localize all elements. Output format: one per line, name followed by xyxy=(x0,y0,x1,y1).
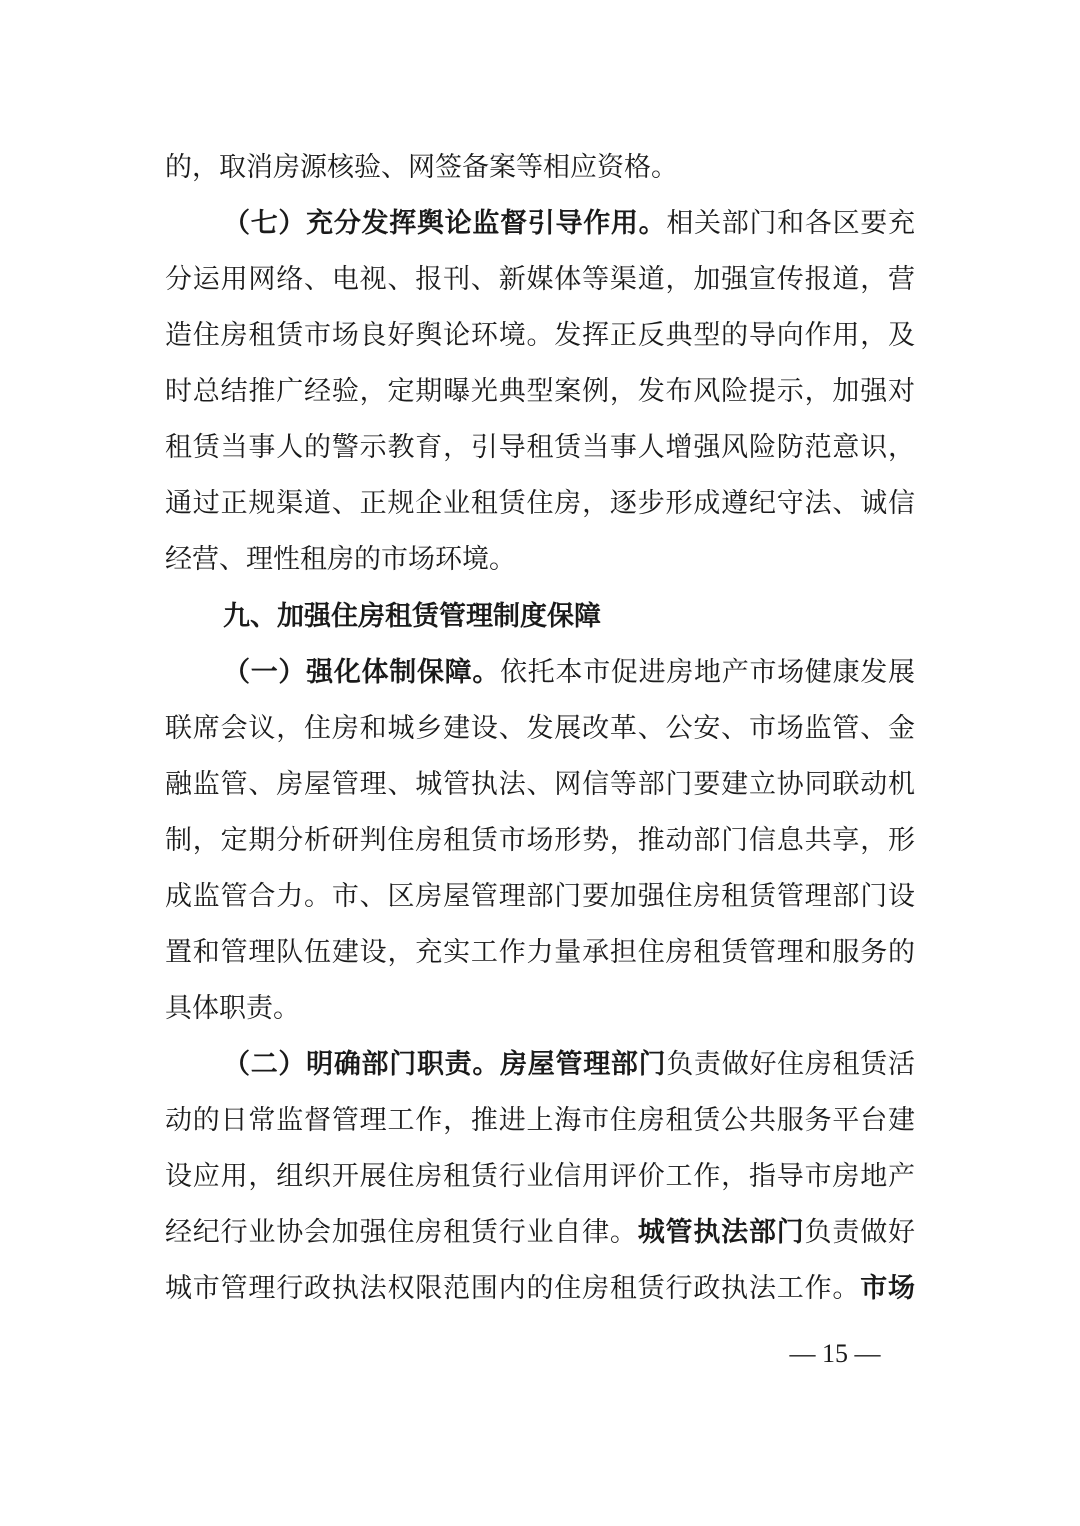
line-text: 制，定期分析研判住房租赁市场形势，推动部门信息共享，形 xyxy=(165,825,915,856)
paragraph-1-first-line xyxy=(223,653,915,693)
line-text: 置和管理队伍建设，充实工作力量承担住房租赁管理和服务的 xyxy=(165,937,915,968)
line-text: 租赁当事人的警示教育，引导租赁当事人增强风险防范意识， xyxy=(165,432,915,463)
text-line xyxy=(165,765,915,805)
department-market: 市场 xyxy=(860,1273,916,1304)
line-text: 动的日常监督管理工作，推进上海市住房租赁公共服务平台建 xyxy=(165,1105,915,1136)
paragraph-2-first-line xyxy=(223,1045,915,1085)
text-line xyxy=(165,1213,915,1253)
text-line xyxy=(165,709,915,749)
line-text: 依托本市促进房地产市场健康发展 xyxy=(500,657,916,688)
text-line xyxy=(165,484,915,524)
line-text: 设应用，组织开展住房租赁行业信用评价工作，指导市房地产 xyxy=(165,1161,915,1192)
line-text: 分运用网络、电视、报刊、新媒体等渠道，加强宣传报道，营 xyxy=(165,264,915,295)
text-line xyxy=(165,372,915,412)
line-text: 负责做好 xyxy=(804,1217,916,1248)
line-text: 时总结推广经验，定期曝光典型案例，发布风险提示，加强对 xyxy=(165,376,915,407)
text-line xyxy=(165,821,915,861)
text-line xyxy=(165,316,915,356)
line-text: 通过正规渠道、正规企业租赁住房，逐步形成遵纪守法、诚信 xyxy=(165,488,915,519)
text-line xyxy=(165,1157,915,1197)
line-text: 相关部门和各区要充 xyxy=(666,208,916,239)
line-text: 的，取消房源核验、网签备案等相应资格。 xyxy=(165,152,678,183)
paragraph-7-first-line xyxy=(223,204,915,244)
text-line xyxy=(165,989,915,1029)
text-line xyxy=(165,428,915,468)
department-housing: 房屋管理部门 xyxy=(500,1049,667,1080)
paragraph-2-heading: （二）明确部门职责。 xyxy=(223,1049,501,1080)
paragraph-7-heading: （七）充分发挥舆论监督引导作用。 xyxy=(223,208,667,239)
page-number: — 15 — xyxy=(789,1339,881,1368)
text-line xyxy=(165,877,915,917)
line-text: 融监管、房屋管理、城管执法、网信等部门要建立协同联动机 xyxy=(165,769,915,800)
text-line xyxy=(165,933,915,973)
text-line xyxy=(165,540,915,580)
paragraph-1-heading: （一）强化体制保障。 xyxy=(223,657,501,688)
line-text: 经纪行业协会加强住房租赁行业自律。 xyxy=(165,1217,638,1248)
line-text: 成监管合力。市、区房屋管理部门要加强住房租赁管理部门设 xyxy=(165,881,915,912)
text-line xyxy=(165,1269,915,1309)
line-text: 负责做好住房租赁活 xyxy=(666,1049,916,1080)
text-line xyxy=(165,260,915,300)
line-text: 经营、理性租房的市场环境。 xyxy=(165,544,516,575)
line-text: 具体职责。 xyxy=(165,993,300,1024)
line-text: 联席会议，住房和城乡建设、发展改革、公安、市场监管、金 xyxy=(165,713,915,744)
section-9-heading: 九、加强住房租赁管理制度保障 xyxy=(223,601,601,632)
line-text: 造住房租赁市场良好舆论环境。发挥正反典型的导向作用，及 xyxy=(165,320,915,351)
line-text: 城市管理行政执法权限范围内的住房租赁行政执法工作。 xyxy=(165,1273,861,1304)
department-urban-enforcement: 城管执法部门 xyxy=(637,1217,805,1248)
text-line xyxy=(165,1101,915,1141)
text-line xyxy=(165,148,915,188)
